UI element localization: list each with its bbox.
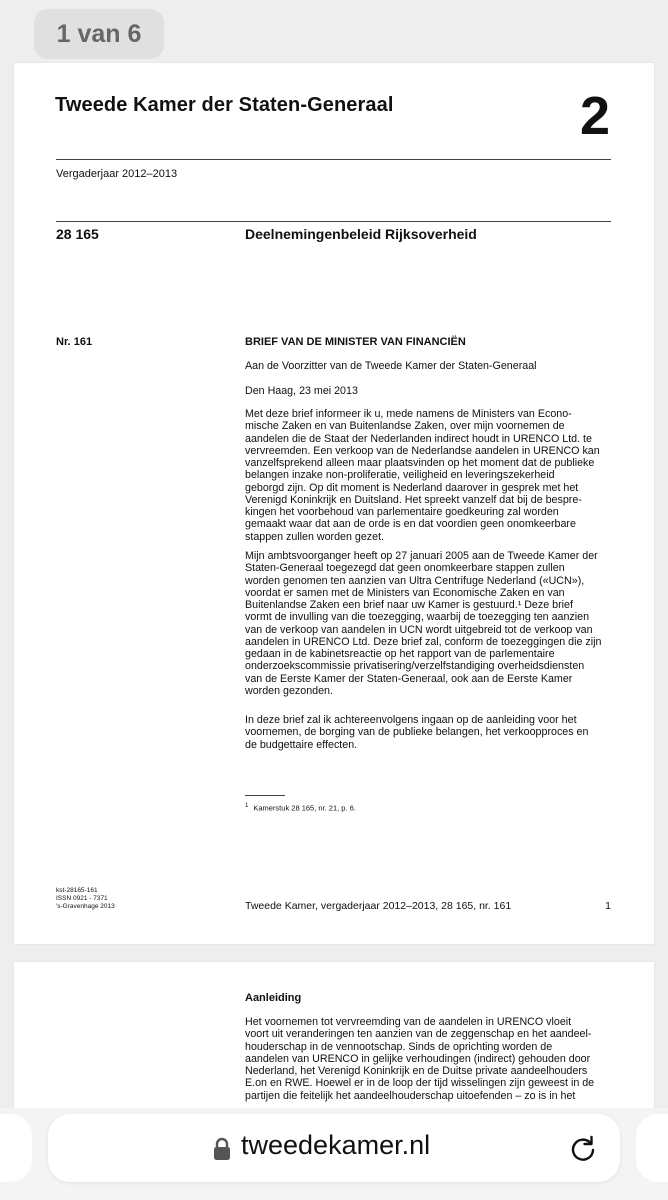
document-page-1 — [14, 63, 654, 944]
footnote-text: Kamerstuk 28 165, nr. 21, p. 6. — [253, 803, 356, 813]
session-year: Vergaderjaar 2012–2013 — [56, 168, 178, 180]
divider — [56, 159, 611, 160]
browser-bottom-bar — [0, 1108, 668, 1200]
text-line: gedaan in de kabinetsreactie op het rapport van de parlementaire — [245, 648, 555, 660]
text-line: de budgettaire effecten. — [245, 738, 358, 751]
document-page-2 — [14, 962, 654, 1122]
text-line: voort uit veranderingen ten aanzien van de zeggenschap en het aandeel- — [245, 1028, 592, 1041]
paragraph — [245, 1016, 635, 1102]
text-line: Verenigd Koninkrijk en Duitsland. Het spreekt vanzelf dat bij de bespre- — [245, 493, 582, 506]
text-line: van de verkoop van aandelen in UCN wordt uitgebreid tot de verkoop van — [245, 623, 593, 636]
text-line: Buitenlandse Zaken een brief naar uw Kamer is gestuurd.¹ Deze brief — [245, 599, 573, 611]
reference-line: kst-28165-161 — [56, 887, 98, 894]
text-line: aandelen in URENCO Ltd. Deze brief zal, conform de toezeggingen die zijn — [245, 635, 602, 648]
text-line: gemaakt waar dat aan de orde is en dat voordien geen onomkeerbare — [245, 518, 576, 531]
page-number: 1 — [605, 900, 611, 912]
text-line: onderzoekscommissie privatisering/verzelfstandiging overheidsdiensten — [245, 660, 585, 673]
place-date: Den Haag, 23 mei 2013 — [245, 385, 358, 397]
text-line: van de Eerste Kamer der Staten-Generaal, ook aan de Eerste Kamer — [245, 672, 573, 685]
text-line: In deze brief zal ik achtereenvolgens ingaan op de aanleiding voor het — [245, 714, 577, 726]
text-line: stappen zullen worden gezet. — [245, 530, 385, 543]
text-line: Staten-Generaal toegezegd dat geen onomkeerbare stappen zullen — [245, 562, 565, 575]
text-line: vormt de invulling van die toezegging, waarbij de toezegging ten aanzien — [245, 611, 590, 624]
reference-line: 's-Gravenhage 2013 — [56, 903, 115, 910]
section-heading: Aanleiding — [245, 992, 302, 1004]
page-footer: Tweede Kamer, vergaderjaar 2012–2013, 28 165, nr. 161 — [245, 900, 512, 912]
dossier-title: Deelnemingenbeleid Rijksoverheid — [245, 226, 477, 242]
paragraph-2 — [245, 550, 635, 697]
text-line: mische Zaken en van Buitenlandse Zaken, over mijn voornemen de — [245, 420, 565, 433]
addressee: Aan de Voorzitter van de Tweede Kamer der Staten-Generaal — [245, 360, 537, 372]
text-line: Het voornemen tot vervreemding van de aandelen in URENCO vloeit — [245, 1016, 572, 1028]
text-line: belangen inzake non-proliferatie, veiligheid en leveringszekerheid — [245, 469, 555, 482]
text-line: kingen het voorbehoud van parlementaire goedkeuring zal worden — [245, 506, 559, 518]
address-bar[interactable] — [48, 1114, 620, 1182]
text-line: worden genomen ten aanzien van Ultra Centrifuge Nederland («UCN»), — [245, 574, 585, 587]
document-reference — [56, 887, 115, 911]
reference-line: ISSN 0921 - 7371 — [56, 895, 108, 902]
text-line: aandelen van URENCO in gelijke verhoudingen (indirect) gehouden door — [245, 1052, 591, 1065]
dossier-number: 28 165 — [56, 226, 99, 242]
text-line: vanzelfsprekend alleen maar plaatsvinden op het moment dat de publieke — [245, 457, 595, 469]
page-counter: 1 van 6 — [34, 9, 164, 59]
text-line: aandelen die de Staat der Nederlanden indirect houdt in URENCO Ltd. te — [245, 432, 592, 445]
text-line: voornemen, de borging van de publieke belangen, het verkoopproces en — [245, 726, 589, 739]
text-line: Met deze brief informeer ik u, mede namens de Ministers van Econo- — [245, 408, 572, 420]
next-tab[interactable] — [636, 1114, 668, 1182]
text-line: E.on en RWE. Hoewel er in de loop der tijd wisselingen zijn geweest in de — [245, 1077, 595, 1090]
footnote-divider — [245, 795, 285, 796]
text-line: Nederland, het Verenigd Koninkrijk en de Duitse private aandeelhouders — [245, 1065, 588, 1077]
text-line: voordat er samen met de Ministers van Economische Zaken en van — [245, 586, 565, 599]
paragraph-3 — [245, 714, 635, 751]
url-text[interactable]: tweedekamer.nl — [241, 1130, 431, 1160]
paragraph-1 — [245, 408, 635, 543]
previous-tab[interactable] — [0, 1114, 32, 1182]
text-line: geborgd zijn. Op dit moment is Nederland daarover in gesprek met het — [245, 481, 579, 494]
divider — [56, 221, 611, 222]
letter-heading: BRIEF VAN DE MINISTER VAN FINANCIËN — [245, 336, 466, 348]
text-line: vervreemden. Een verkoop van de Nederlandse aandelen in URENCO kan — [245, 444, 600, 457]
document-number: 2 — [579, 86, 610, 146]
footnote — [245, 803, 356, 813]
reload-icon[interactable] — [568, 1134, 598, 1164]
text-line: partijen die feitelijk het aandeelhouderschap uitoefenden – zo is in het — [245, 1089, 576, 1102]
text-line: Mijn ambtsvoorganger heeft op 27 januari 2005 aan de Tweede Kamer der — [245, 550, 598, 562]
footnote-marker: 1 — [245, 803, 249, 809]
text-line: worden gezonden. — [245, 684, 333, 697]
lock-icon — [212, 1137, 232, 1161]
text-line: houderschap in de vennootschap. Sinds de oprichting worden de — [245, 1040, 553, 1053]
page-title: Tweede Kamer der Staten-Generaal — [55, 94, 394, 116]
letter-number: Nr. 161 — [56, 336, 93, 348]
